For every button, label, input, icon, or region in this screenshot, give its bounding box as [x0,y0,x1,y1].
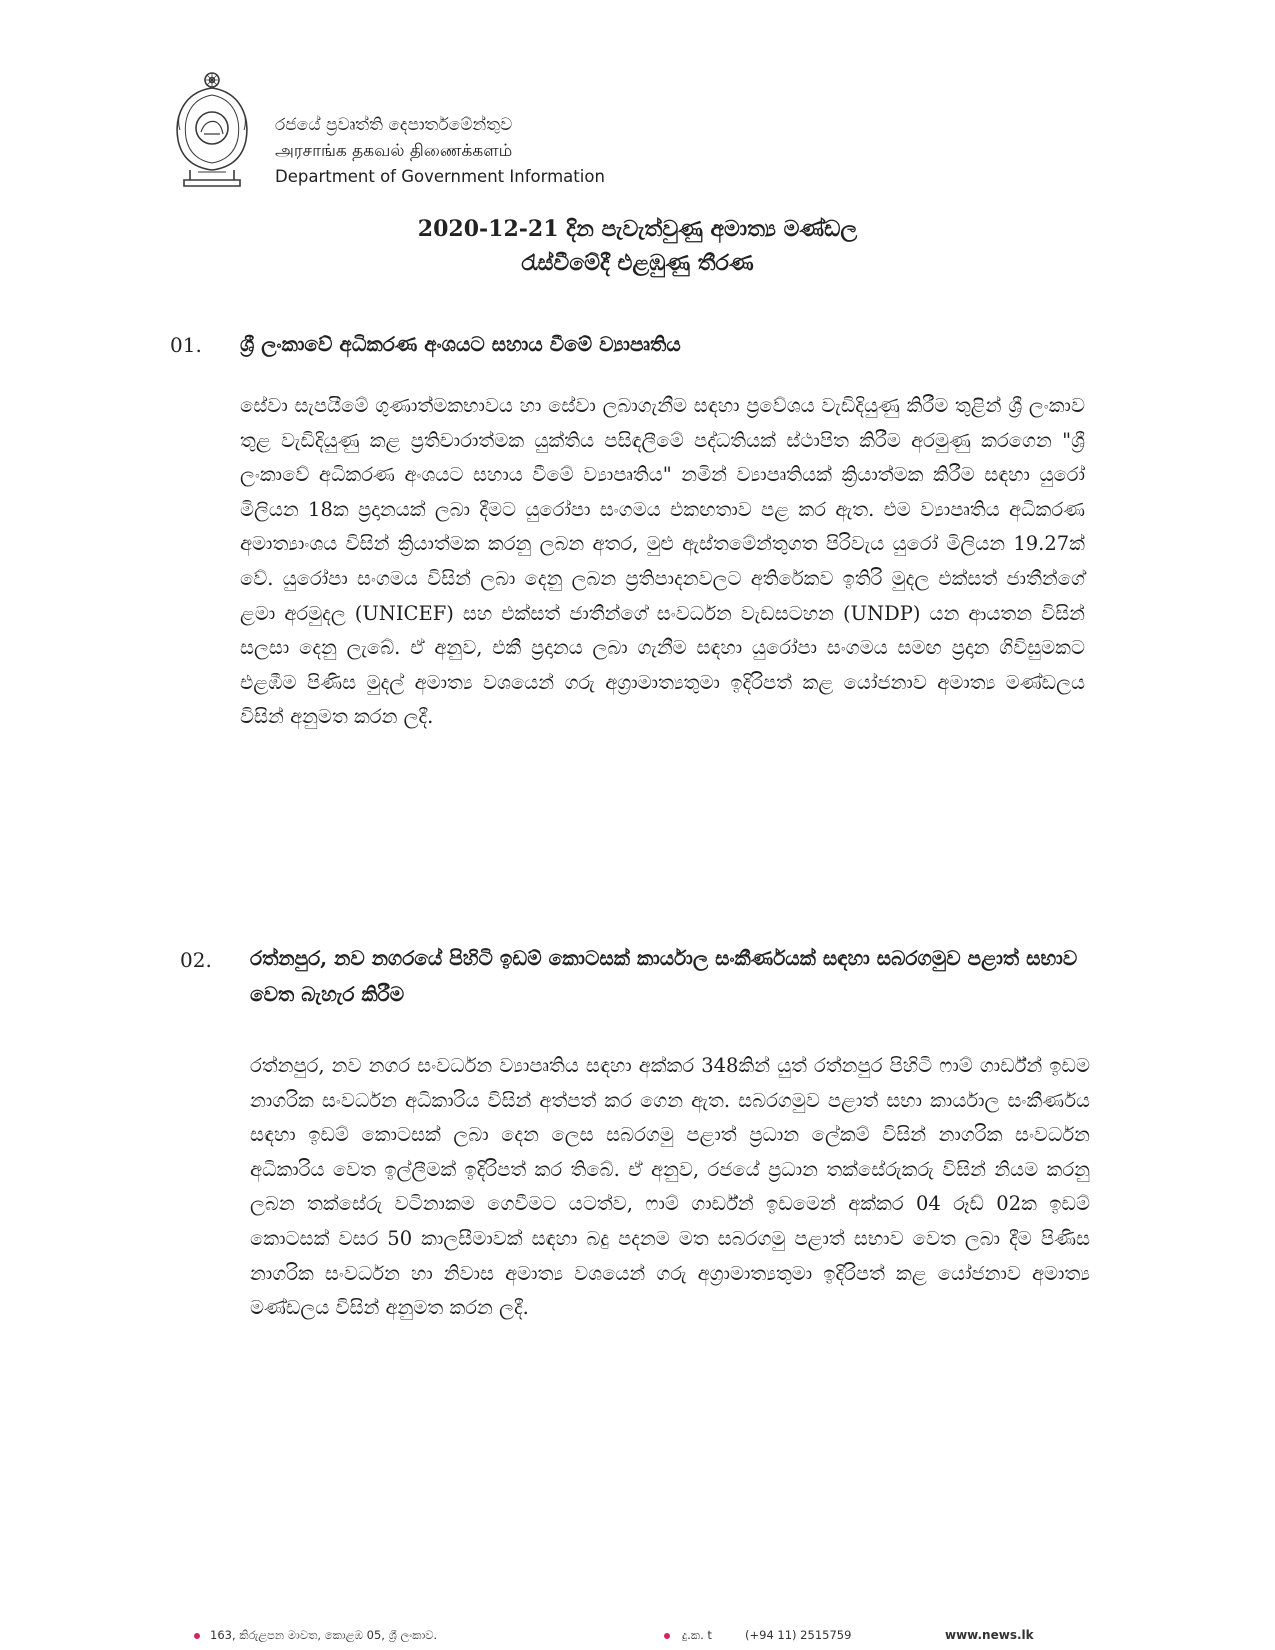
department-name-block [275,112,605,190]
bullet-dot-icon [664,1633,670,1639]
footer-address: 163, කිරුළපන මාවත, කොළඹ 05, ශ්‍රී ලංකාව. [210,1628,438,1642]
section-heading: රත්නපුර, නව නගරයේ පිහිටි ඉඩම් කොටසක් කාර්යාල සංකීර්ණයක් සඳහා සබරගමුව පළාත් සභාව වෙත බැහැර කිරීම [250,946,1078,1006]
footer-phone: (+94 11) 2515759 [745,1628,852,1642]
department-name-english: Department of Government Information [275,167,605,186]
section-heading: ශ්‍රී ලංකාවේ අධිකරණ අංශයට සහාය වීමේ ව්‍යාපෘතිය [240,332,681,356]
document-title [0,212,1275,280]
section-number: 02. [180,948,212,972]
sri-lanka-emblem-icon [170,68,254,192]
title-line-1: 2020-12-21 දින පැවැත්වුණු අමාත්‍ය මණ්ඩල [417,216,858,242]
bullet-dot-icon [194,1633,200,1639]
footer-website-link[interactable]: www.news.lk [945,1628,1034,1642]
department-name-tamil: அரசாங்க தகவல் திணைக்களம் [275,141,513,161]
department-name-sinhala: රජයේ ප්‍රවෘත්ති දෙපාර්තමේන්තුව [275,115,513,135]
page-footer [0,1626,1275,1650]
title-line-2: රැස්වීමේදී එළඹුණු තීරණ [521,250,754,276]
section-body: සේවා සැපයීමේ ගුණාත්මකභාවය හා සේවා ලබාගැනීම සඳහා ප්‍රවේශය වැඩිදියුණු කිරීම තුළින් ශ්‍රී ලංකාව තුළ වැඩිදියුණු කළ ප්‍රතිචාරාත්මක යුක්තිය පසිඳලීමේ පද්ධතියක් ස්ථාපිත කිරීම අරමුණු කරගෙන "ශ්‍රී ලංකාවේ අධිකරණ අංශයට සහාය වීමේ ව්‍යාපෘතිය" නමින් ව්‍යාපෘතියක් ක්‍රියාත්මක කිරීම සඳහා යුරෝ මිලියන 18ක ප්‍රදානයක් ලබා දීමට යුරෝපා සංගමය එකඟතාව පළ කර ඇත. එම ව්‍යාපෘතිය අධිකරණ අමාත්‍යාංශය විසින් ක්‍රියාත්මක කරනු ලබන අතර, මුළු ඇස්තමේන්තුගත පිරිවැය යුරෝ මිලියන 19.27ක් වේ. යුරෝපා සංගමය විසින් ලබා දෙනු ලබන ප්‍රතිපාදනවලට අතිරේකව ඉතිරි මුදල එක්සත් ජාතීන්ගේ ළමා අරමුදල (UNICEF) සහ එක්සත් ජාතීන්ගේ සංවර්ධන වැඩසටහන (UNDP) යන ආයතන විසින් සලසා දෙනු ලැබේ. ඒ අනුව, එකී ප්‍රදානය ලබා ගැනීම සඳහා යුරෝපා සංගමය සමඟ ප්‍රදාන ගිවිසුමකට එළඹීම පිණිස මුදල් අමාත්‍ය වශයෙන් ගරු අග්‍රාමාත්‍යතුමා ඉදිරිපත් කළ යෝජනාව අමාත්‍ය මණ්ඩලය විසින් අනුමත කරන ලදී. [240,394,1085,729]
footer-phone-label: දු.ක. t [682,1628,712,1642]
section-body: රත්නපුර, නව නගර සංවර්ධන ව්‍යාපෘතිය සඳහා අක්කර 348කින් යුත් රත්නපුර පිහිටි ෆාම් ගාර්ඩ්න් ඉඩම නාගරික සංවර්ධන අධිකාරිය විසින් අත්පත් කර ගෙන ඇත. සබරගමුව පළාත් සභා කාර්යාල සංකීර්ණය සඳහා ඉඩම් කොටසක් ලබා දෙන ලෙස සබරගමු පළාත් ප්‍රධාන ලේකම් විසින් නාගරික සංවර්ධන අධිකාරිය වෙත ඉල්ලීමක් ඉදිරිපත් කර තිබේ. ඒ අනුව, රජයේ ප්‍රධාන තක්සේරුකරු විසින් නියම කරනු ලබන තක්සේරු වටිනාකම ගෙවීමට යටත්ව, ෆාම් ගාර්ඩ්න් ඉඩමෙන් අක්කර 04 රූඩ් 02ක ඉඩම් කොටසක් වසර 50 කාලසීමාවක් සඳහා බදු පදනම මත සබරගමු පළාත් සභාව වෙත ලබා දීම පිණිස නාගරික සංවර්ධන හා නිවාස අමාත්‍ය වශයෙන් ගරු අග්‍රාමාත්‍යතුමා ඉදිරිපත් කළ යෝජනාව අමාත්‍ය මණ්ඩලය විසින් අනුමත කරන ලදී. [250,1054,1090,1320]
section-number: 01. [170,333,202,357]
